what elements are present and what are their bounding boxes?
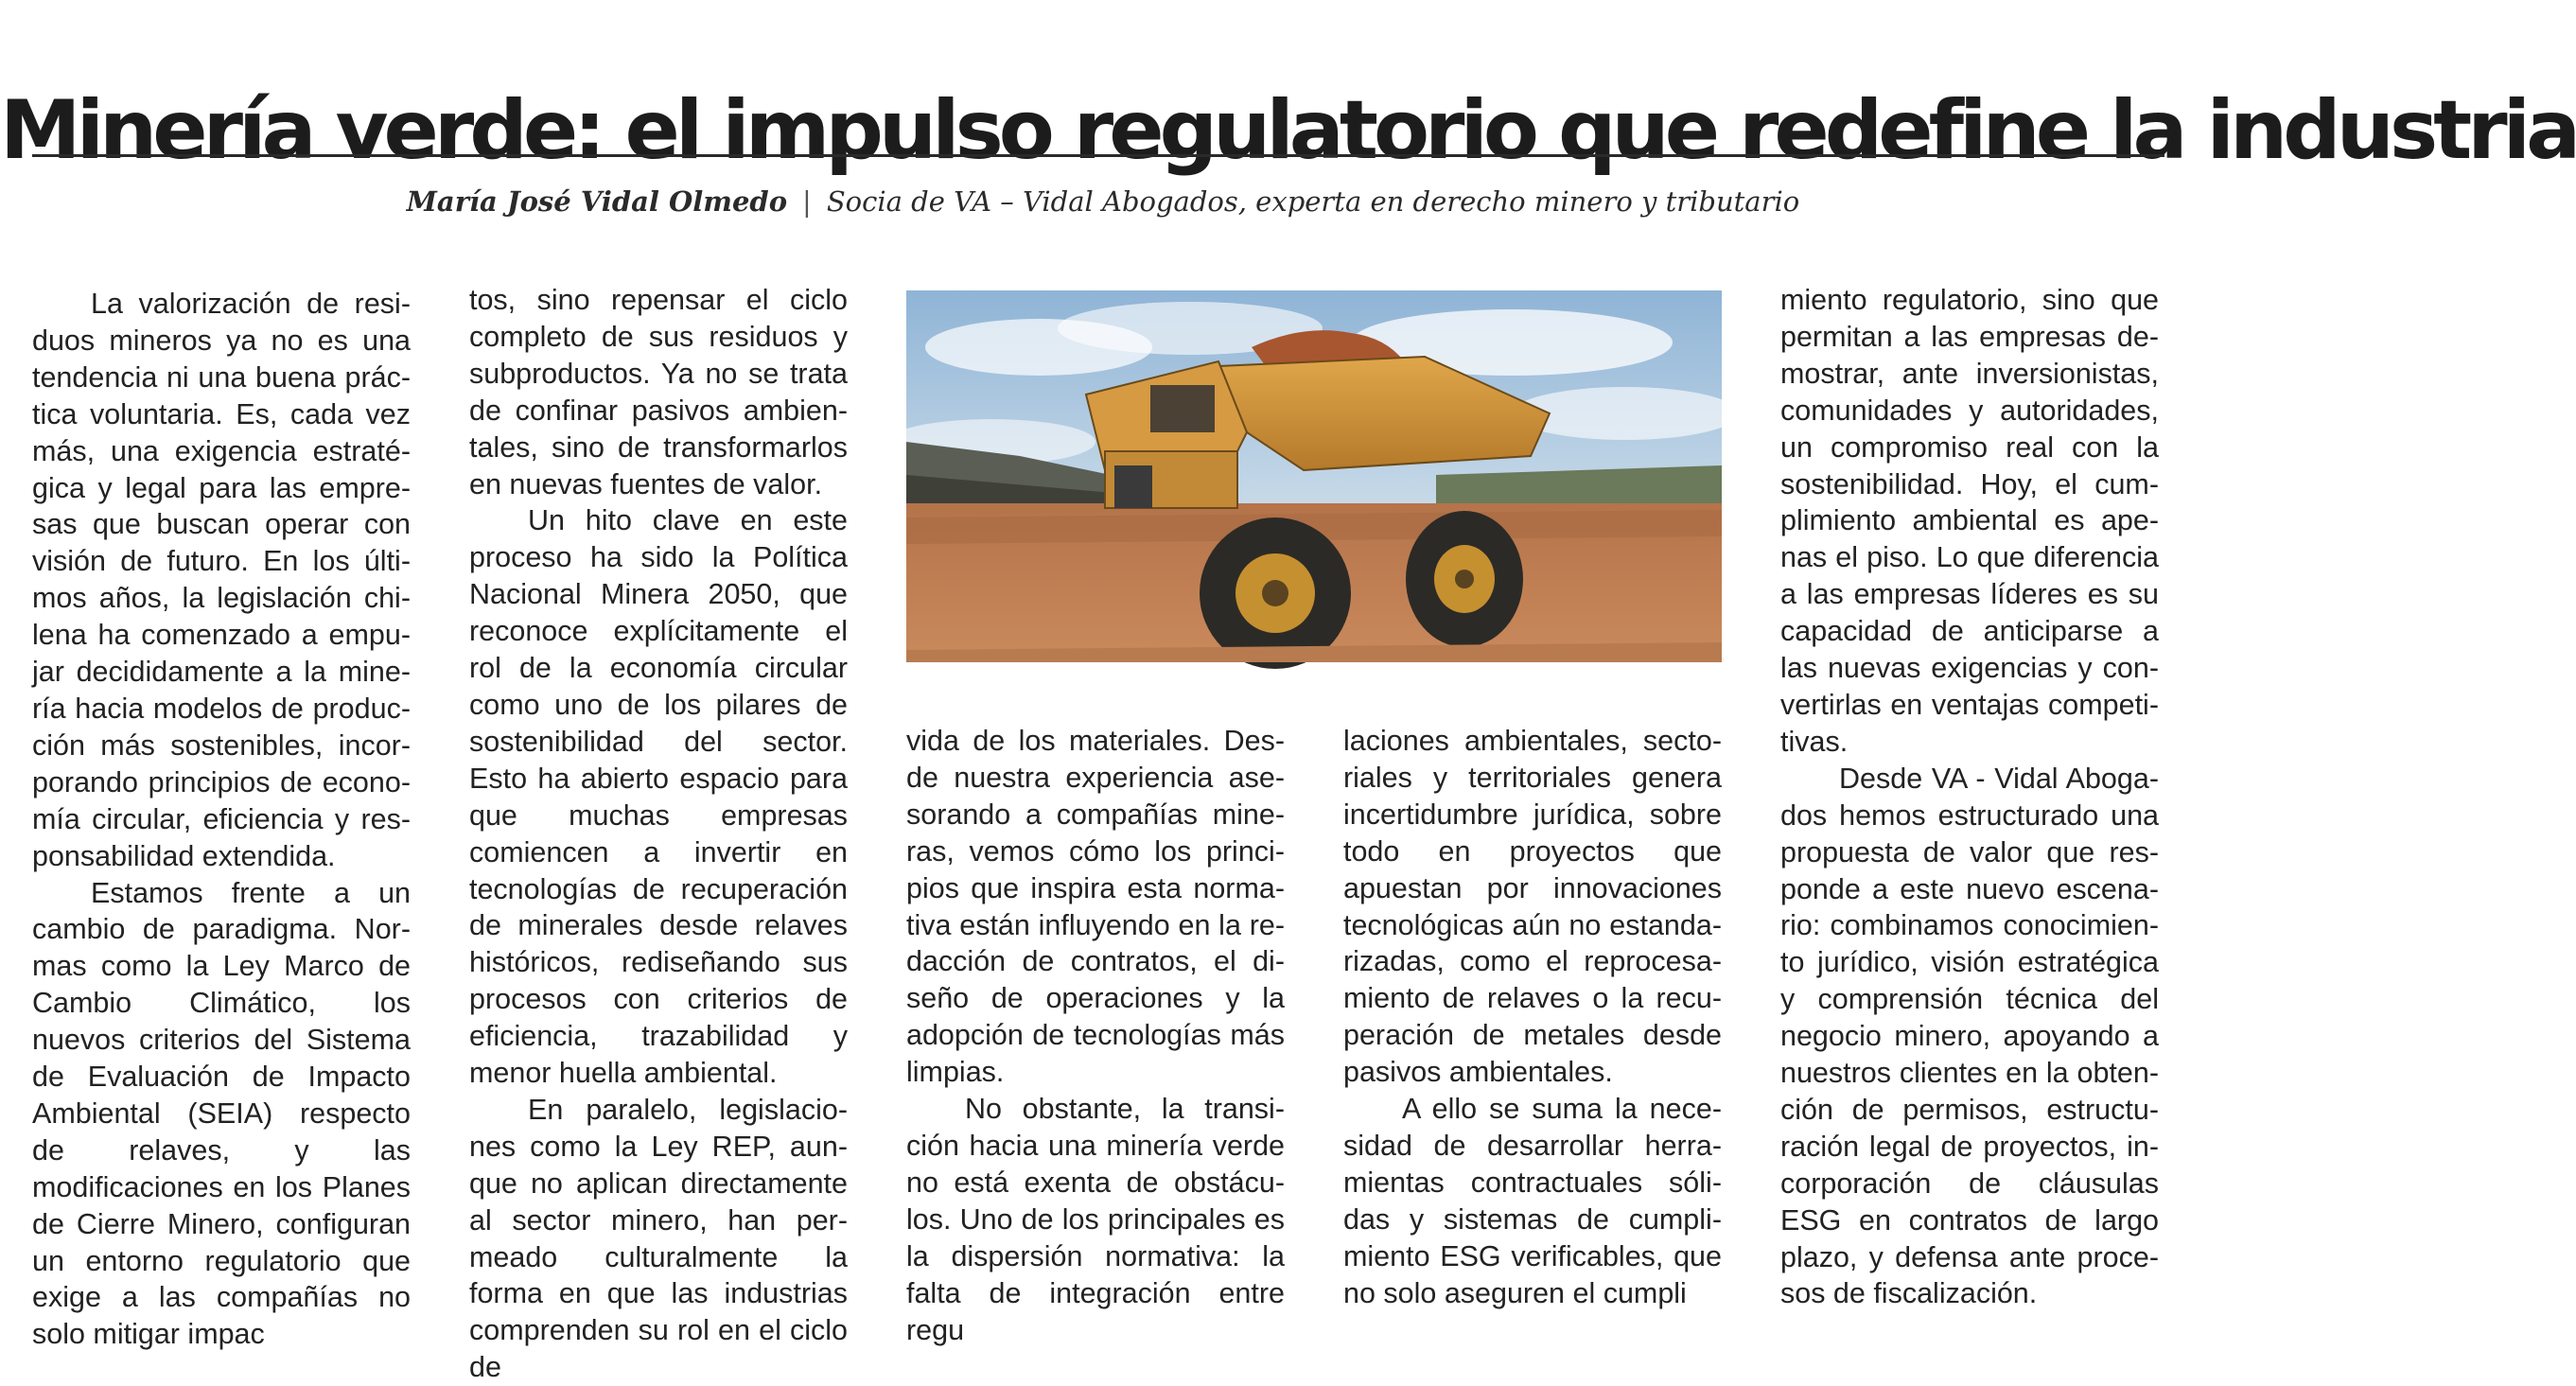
paragraph: Estamos frente a un cambio de paradigma. Normas como la Ley Marco de Cambio Climático, los nuevos criterios del Sistema de Evaluación de Impacto Ambiental (SEIA) respecto de relaves, y las modificaciones en los Planes de Cierre Minero, configuran un entorno regulatorio que exige a las compañías no solo mitigar impac (32, 876, 411, 1351)
paragraph: Un hito clave en este proceso ha sido la Política Nacional Minera 2050, que reconoce explícitamente el rol de la economía circular como uno de los pilares de sostenibilidad del sector. Esto ha abierto espacio para que muchas empresas comiencen a invertir en tecnologías de recuperación de minerales desde relaves históricos, rediseñando sus procesos con criterios de eficiencia, trazabilidad y menor huella ambiental. (469, 504, 848, 1090)
article-column-2 (469, 282, 848, 1386)
byline-separator: | (802, 185, 812, 218)
paragraph: vida de los materiales. Desde nuestra experiencia asesorando a compañías mineras, vemos cómo los principios que inspira esta normativa están influyendo en la redacción de contratos, el diseño de operaciones y la adopción de tecnologías más limpias. (906, 725, 1285, 1089)
mining-truck-photo (906, 290, 1722, 662)
article-column-1 (32, 286, 411, 1353)
headline: Minería verde: el impulso regulatorio que redefine la industria (0, 82, 2576, 178)
paragraph: No obstante, la transición hacia una minería verde no está exenta de obstáculos. Uno de los principales es la dispersión normativa: la falta de integración entre regu (906, 1093, 1285, 1346)
paragraph: La valorización de residuos mineros ya no es una tendencia ni una buena práctica voluntaria. Es, cada vez más, una exigencia estratégica y legal para las empresas que buscan operar con visión de futuro. En los últimos años, la legislación chilena ha comenzado a empujar decididamente a la minería hacia modelos de producción más sostenibles, incorporando principios de economía circular, eficiencia y responsabilidad extendida. (32, 288, 411, 872)
headline-divider (32, 154, 2164, 157)
article-column-5 (1780, 282, 2159, 1312)
paragraph: tos, sino repensar el ciclo completo de sus residuos y subproductos. Ya no se trata de confinar pasivos ambientales, sino de transformarlos en nuevas fuentes de valor. (469, 284, 848, 500)
paragraph: laciones ambientales, sectoriales y territoriales genera incertidumbre jurídica, sobre todo en proyectos que apuestan por innovaciones tecnológicas aún no estandarizadas, como el reprocesamiento de relaves o la recuperación de metales desde pasivos ambientales. (1343, 725, 1722, 1089)
paragraph: En paralelo, legislaciones como la Ley REP, aunque no aplican directamente al sector minero, han permeado culturalmente la forma en que las industrias comprenden su rol en el ciclo de (469, 1093, 848, 1384)
paragraph: A ello se suma la necesidad de desarrollar herramientas contractuales sólidas y sistemas de cumplimiento ESG verificables, que no solo aseguren el cumpli (1343, 1093, 1722, 1309)
paragraph: miento regulatorio, sino que permitan a las empresas demostrar, ante inversionistas, comunidades y autoridades, un compromiso real con la sostenibilidad. Hoy, el cumplimiento ambiental es apenas el piso. Lo que diferencia a las empresas líderes es su capacidad de anticiparse a las nuevas exigencias y convertirlas en ventajas competitivas. (1780, 284, 2159, 758)
byline-author: María José Vidal Olmedo (406, 185, 788, 218)
byline-role: Socia de VA – Vidal Abogados, experta en derecho minero y tributario (826, 185, 1800, 218)
article-column-4 (1343, 723, 1722, 1312)
article-column-3 (906, 723, 1285, 1348)
byline (0, 185, 2206, 218)
paragraph: Desde VA - Vidal Abogados hemos estructurado una propuesta de valor que responde a este nuevo escenario: combinamos conocimiento jurídico, visión estratégica y comprensión técnica del negocio minero, apoyando a nuestros clientes en la obtención de permisos, estructuración legal de proyectos, incorporación de cláusulas ESG en contratos de largo plazo, y defensa ante procesos de fiscalización. (1780, 762, 2159, 1310)
